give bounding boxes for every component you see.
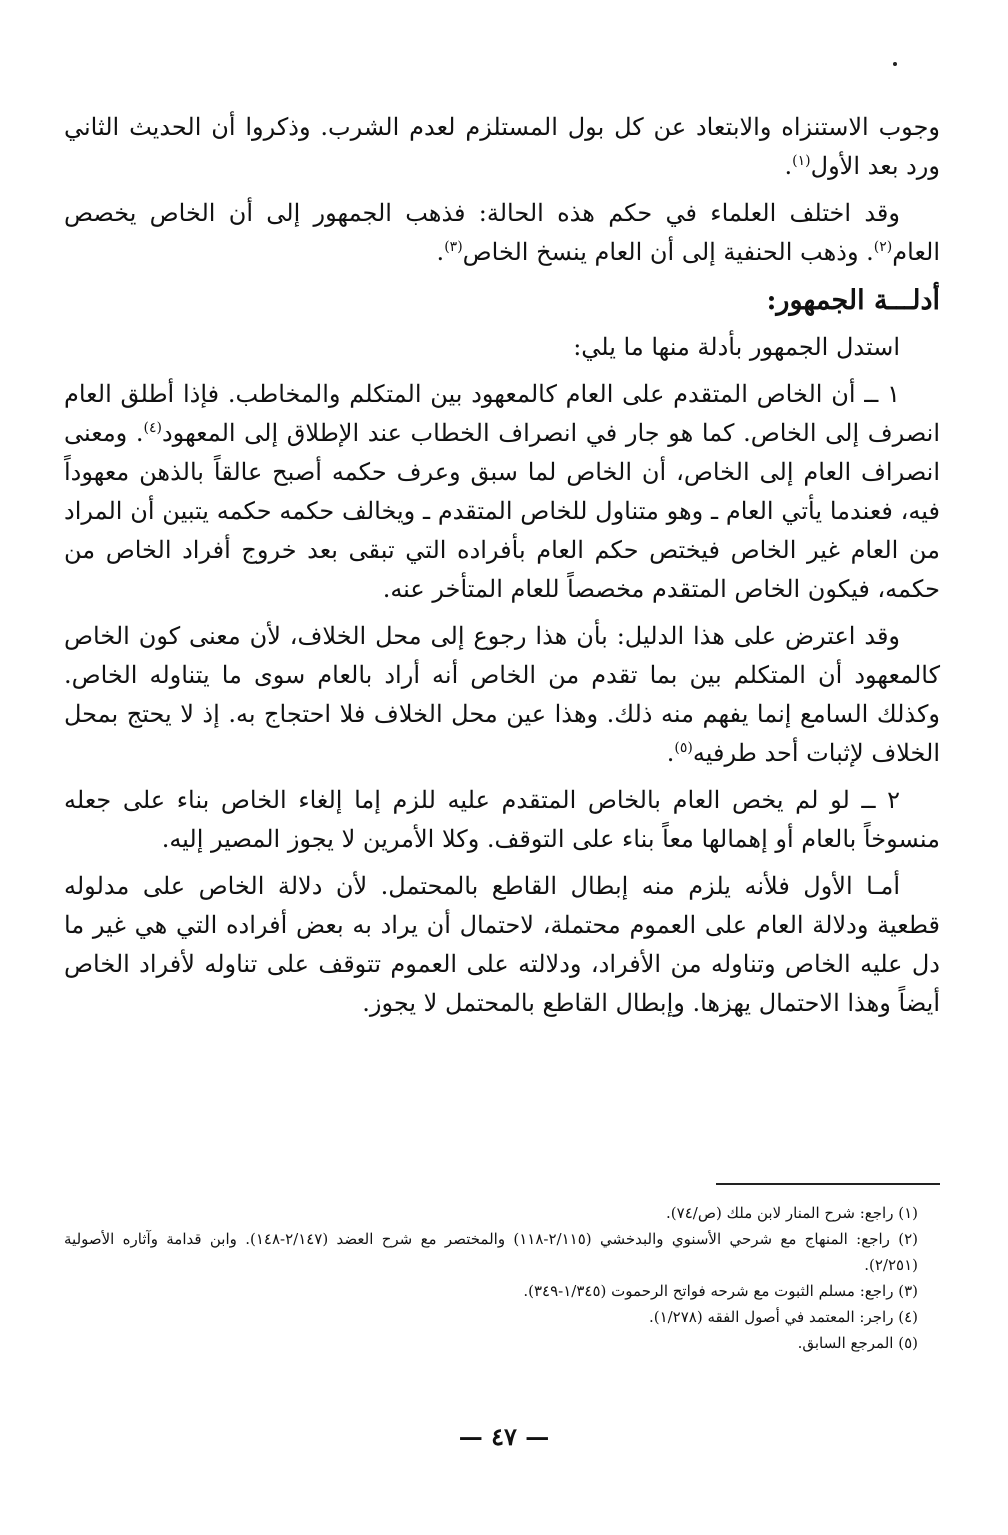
paragraph-5-text: وقد اعترض على هذا الدليل: بأن هذا رجوع إلى محل الخلاف، لأن معنى كون الخاص كالمعهود أن المتكلم بين بما تقدم من الخاص أنه أراد بالعام سوى ما يتناوله الخاص. وكذلك السامع إنما يفهم منه ذلك. وهذا عين محل الخلاف فلا احتجاج به. إذ لا يحتج بمحل الخلاف لإثبات أحد طرفيه: [64, 622, 940, 767]
footnote-1: (١) راجع: شرح المنار لابن ملك (ص/٧٤).: [666, 1204, 918, 1222]
main-text: [64, 108, 940, 1031]
paragraph-6: ٢ ــ لو لم يخص العام بالخاص المتقدم عليه للزم إما إلغاء الخاص بناء على جعله منسوخاً بالعام أو إهمالها معاً بناء على التوقف. وكلا الأمرين لا يجوز المصير إليه.: [64, 786, 940, 853]
footnote-4: (٤) راجر: المعتمد في أصول الفقه (١/٢٧٨).: [648, 1308, 918, 1326]
footnote-ref-2[interactable]: (٢): [873, 239, 893, 255]
footnote-5: (٥) المرجع السابق.: [797, 1334, 918, 1352]
page-number: — ٤٧ —: [458, 1422, 550, 1451]
section-heading: أدلـــة الجمهور:: [766, 285, 940, 316]
paragraph-7: أمـا الأول فلأنه يلزم منه إبطال القاطع بالمحتمل. لأن دلالة الخاص على مدلوله قطعية ودلالة العام على العموم محتملة، لاحتمال أن يراد به بعض أفراده التي هي غير ما دل عليه الخاص وتناوله من الأفراد، ودلالته على العموم تتوقف على تناوله لأفراد الخاص أيضاً وهذا الاحتمال يهزها. وإبطال القاطع بالمحتمل لا يجوز.: [64, 872, 940, 1017]
footnote-ref-5[interactable]: (٥): [674, 740, 693, 756]
paragraph-4: [64, 375, 940, 609]
footnote-ref-1[interactable]: (١): [792, 153, 811, 169]
paragraph-1: وجوب الاستنزاه والابتعاد عن كل بول المستلزم لعدم الشرب. وذكروا أن الحديث الثاني ورد بعد الأول$^{(١)}$.: [64, 113, 940, 180]
paragraph-5: وقد اعترض على هذا الدليل: بأن هذا رجوع إلى محل الخلاف، لأن معنى كون الخاص كالمعهود أن المتكلم بين بما تقدم من الخاص أنه أراد بالعام سوى ما يتناوله الخاص. وكذلك السامع إنما يفهم منه ذلك. وهذا عين محل الخلاف فلا احتجاج به. إذ لا يحتج بمحل الخلاف لإثبات أحد طرفيه$^{(٥)}$.: [64, 622, 940, 767]
paragraph-2: وقد اختلف العلماء في حكم هذه الحالة: فذهب الجمهور إلى أن الخاص يخصص العام$^{(٢)}$. وذهب الحنفية إلى أن العام ينسخ الخاص$^{(٣)}$.: [64, 199, 940, 266]
footnote-divider: [716, 1183, 940, 1185]
footnote-2: (٢) راجع: المنهاج مع شرحي الأسنوي والبدخشي (٢/١١٥-١١٨) والمختصر مع شرح العضد (٢/١٤٧-١٤٨). وابن قدامة وآثاره الأصولية (٢/٢٥١).: [64, 1230, 918, 1274]
footnote-ref-3[interactable]: (٣): [444, 239, 463, 255]
paragraph-2-text-a: وقد اختلف العلماء في حكم هذه الحالة: فذهب الجمهور إلى أن الخاص يخصص العام: [64, 199, 940, 266]
paragraph-3: استدل الجمهور بأدلة منها ما يلي:: [573, 333, 900, 361]
stray-mark: [893, 62, 897, 66]
footnote-ref-4[interactable]: (٤): [143, 420, 162, 436]
paragraph-1-text: وجوب الاستنزاه والابتعاد عن كل بول المستلزم لعدم الشرب. وذكروا أن الحديث الثاني ورد بعد الأول: [64, 113, 940, 180]
footnotes: [64, 1200, 940, 1356]
paragraph-2-text-b: . وذهب الحنفية إلى أن العام ينسخ الخاص: [462, 238, 874, 266]
paragraph-4-text-b: . ومعنى انصراف العام إلى الخاص، أن الخاص لما سبق وعرف حكمه أصبح عالقاً بالذهن معهوداً فيه، فعندما يأتي العام ـ وهو متناول للخاص المتقدم ـ ويخالف حكمه حكمه يتبين أن المراد من العام غير الخاص فيختص حكم العام بأفراده التي تبقى بعد خروج أفراد الخاص من حكمه، فيكون الخاص المتقدم مخصصاً للعام المتأخر عنه.: [64, 419, 941, 603]
paragraph-4-text-a: ١ ــ أن الخاص المتقدم على العام كالمعهود بين المتكلم والمخاطب. فإذا أطلق العام انصرف إلى الخاص. كما هو جار في انصراف الخطاب عند الإطلاق إلى المعهود: [64, 380, 941, 447]
footnote-3: (٣) راجع: مسلم الثبوت مع شرحه فواتح الرحموت (١/٣٤٥-٣٤٩).: [523, 1282, 918, 1300]
